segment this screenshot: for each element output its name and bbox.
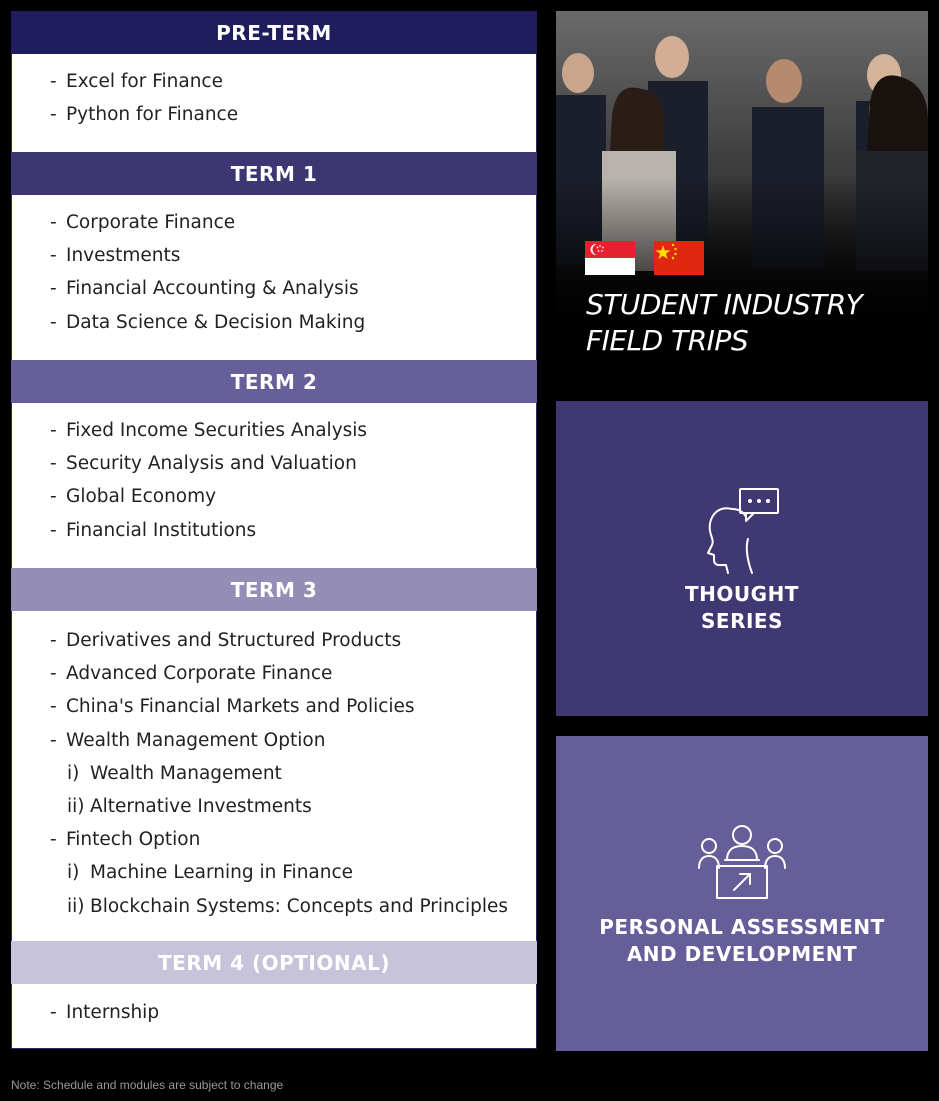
pre-term-header [11, 11, 537, 54]
thought-series-panel [556, 401, 928, 716]
group-presentation-icon [697, 824, 787, 900]
sub-list-item: ii) Blockchain Systems: Concepts and Principles [67, 895, 508, 917]
term2-body [11, 403, 537, 568]
personal-assessment-line2: AND DEVELOPMENT [626, 942, 858, 966]
list-item: - Security Analysis and Valuation [50, 453, 357, 475]
list-item: - Investments [50, 245, 181, 267]
thought-series-line1: THOUGHT [685, 582, 799, 606]
sub-list-item: i) Wealth Management [67, 762, 282, 784]
speech-bubble-head-icon [702, 485, 782, 575]
pre-term-body [11, 54, 537, 152]
term1-body [11, 195, 537, 360]
china-flag-icon [654, 241, 704, 275]
list-item: - Fintech Option [50, 829, 201, 851]
term4-title: TERM 4 (OPTIONAL) [158, 950, 390, 975]
list-item: - Advanced Corporate Finance [50, 663, 333, 685]
list-item: - China's Financial Markets and Policies [50, 696, 415, 718]
thought-series-title [685, 581, 799, 635]
personal-assessment-line1: PERSONAL ASSESSMENT [599, 915, 885, 939]
term4-header [11, 941, 537, 984]
field-trips-title [586, 287, 862, 359]
list-item: - Corporate Finance [50, 212, 236, 233]
list-item: - Excel for Finance [50, 71, 223, 92]
list-item: - Fixed Income Securities Analysis [50, 420, 368, 441]
term2-title: TERM 2 [230, 369, 318, 394]
list-item: - Global Economy [50, 486, 217, 508]
curriculum-column [11, 11, 537, 1049]
sub-list-item: i) Machine Learning in Finance [67, 862, 354, 884]
term3-header [11, 568, 537, 611]
personal-assessment-title [599, 914, 884, 968]
field-trips-photo-panel [556, 11, 928, 381]
personal-assessment-panel [556, 736, 928, 1051]
list-item: - Financial Institutions [50, 519, 257, 541]
term1-title: TERM 1 [230, 161, 318, 186]
term4-body [11, 984, 537, 1049]
footnote: Note: Schedule and modules are subject to change [11, 1078, 284, 1092]
sub-list-item: ii) Alternative Investments [67, 795, 312, 817]
thought-series-line2: SERIES [701, 609, 783, 633]
field-trips-title-line1: STUDENT INDUSTRY [586, 288, 863, 321]
term3-body [11, 611, 537, 941]
list-item: - Derivatives and Structured Products [50, 630, 402, 651]
field-trips-title-line2: FIELD TRIPS [586, 324, 749, 357]
list-item: - Wealth Management Option [50, 729, 326, 751]
list-item: - Financial Accounting & Analysis [50, 278, 359, 300]
singapore-flag-icon [585, 241, 635, 275]
list-item: - Internship [50, 1002, 160, 1023]
pre-term-title: PRE-TERM [216, 20, 332, 45]
list-item: - Data Science & Decision Making [50, 311, 366, 333]
list-item: - Python for Finance [50, 104, 239, 126]
term2-header [11, 360, 537, 403]
term1-header [11, 152, 537, 195]
term3-title: TERM 3 [230, 577, 318, 602]
